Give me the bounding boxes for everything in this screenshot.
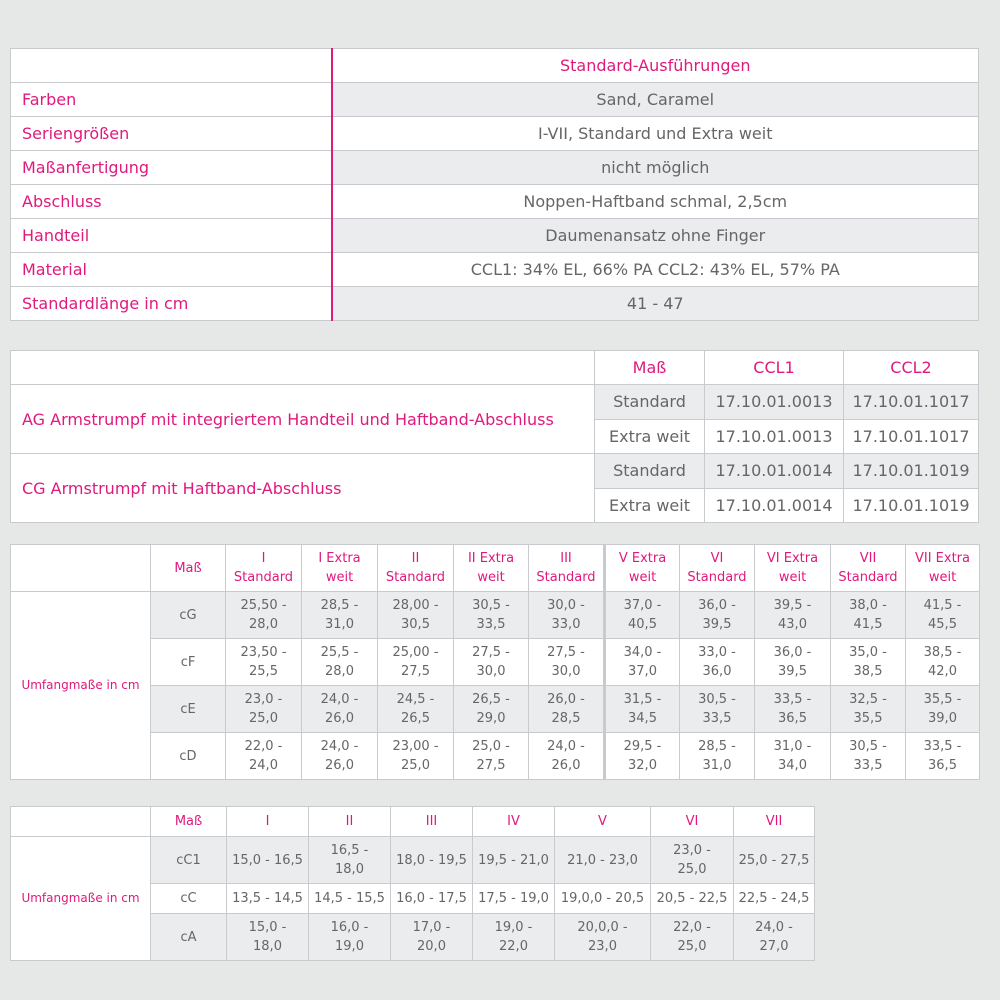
size1-cell (831, 592, 906, 639)
size1-header-col (454, 545, 529, 592)
cell-line: 15,0 - 16,5 (232, 852, 303, 868)
size1-cell (302, 592, 378, 639)
cell-line: 24,0 (249, 758, 278, 773)
cell-line: 41,5 (853, 617, 883, 632)
size2-header-col: I (227, 807, 309, 837)
cell-line: 25,50 - (240, 598, 287, 613)
size1-cell (378, 686, 454, 733)
article-product-ag: AG Armstrumpf mit integriertem Handteil und Haftband-Abschluss (11, 385, 595, 454)
cell-line: weit (628, 570, 657, 585)
size1-cell (680, 686, 755, 733)
article-mass: Standard (595, 385, 705, 420)
size1-cell (906, 733, 980, 780)
size1-cell (302, 733, 378, 780)
cell-line: Standard (536, 570, 596, 585)
cell-line: 25,0 - (472, 739, 510, 754)
size2-header-mass: Maß (151, 807, 227, 837)
size2-cell (651, 884, 734, 914)
spec-value-massanfertigung: nicht möglich (332, 151, 979, 185)
cell-line: weit (325, 570, 354, 585)
cell-line: 25,0 (677, 939, 707, 954)
cell-line: 27,5 (476, 758, 506, 773)
size2-cell (473, 914, 555, 961)
cell-line: 24,0 - (755, 920, 793, 935)
size1-header-col (378, 545, 454, 592)
cell-line: 33,5 - (923, 739, 962, 754)
size1-header-col (906, 545, 980, 592)
size1-cell (755, 592, 831, 639)
article-ccl1: 17.10.01.0014 (705, 488, 844, 523)
cell-line: 30,5 - (698, 692, 736, 707)
article-header-mass: Maß (595, 351, 705, 385)
cell-line: 30,0 (551, 664, 581, 679)
size1-cell (454, 733, 529, 780)
spec-label-standardlaenge: Standardlänge in cm (11, 287, 332, 321)
cell-line: 18,0 - 19,5 (396, 852, 467, 868)
size2-cell (555, 914, 651, 961)
size1-cell (226, 733, 302, 780)
cell-line: 26,5 (401, 711, 430, 726)
article-mass: Extra weit (595, 419, 705, 454)
size1-header-col (302, 545, 378, 592)
size2-mass: cC (151, 884, 227, 914)
size1-header-col (680, 545, 755, 592)
cell-line: II Extra (467, 551, 515, 566)
size1-cell (226, 686, 302, 733)
size1-cell (529, 639, 605, 686)
cell-line: 33,0 - (698, 645, 736, 660)
cell-line: 43,0 (778, 617, 807, 632)
cell-line: 26,0 (325, 758, 354, 773)
cell-line: 28,0 (249, 617, 278, 632)
spec-label-abschluss: Abschluss (11, 185, 332, 219)
cell-line: 13,5 - 14,5 (232, 891, 303, 906)
cell-line: 28,5 - (320, 598, 359, 613)
cell-line: 27,5 - (547, 645, 585, 660)
size1-cell (529, 733, 605, 780)
cell-line: 33,5 (476, 617, 506, 632)
size2-cell (734, 914, 815, 961)
size1-header-col (226, 545, 302, 592)
size2-header-col: IV (473, 807, 555, 837)
size1-mass: cE (151, 686, 226, 733)
cell-line: VI Extra (766, 551, 819, 566)
cell-line: 17,0 - (412, 920, 451, 935)
size1-cell (529, 686, 605, 733)
size1-cell (755, 686, 831, 733)
spec-label-seriengroessen: Seriengrößen (11, 117, 332, 151)
size1-header-empty (11, 545, 151, 592)
cell-line: 36,0 - (773, 645, 812, 660)
cell-line: 32,5 - (849, 692, 887, 707)
spec-value-standardlaenge: 41 - 47 (332, 287, 979, 321)
cell-line: 25,0 (677, 862, 707, 877)
cell-line: 35,5 (853, 711, 883, 726)
cell-line: 14,5 - 15,5 (314, 891, 385, 906)
article-header-ccl2: CCL2 (844, 351, 979, 385)
cell-line: 27,0 (759, 939, 789, 954)
size1-cell (302, 639, 378, 686)
cell-line: 20,0 (417, 939, 446, 954)
cell-line: 28,5 (551, 711, 581, 726)
size-table-1 (10, 544, 980, 780)
cell-line: Standard (233, 570, 294, 585)
size1-cell (680, 592, 755, 639)
cell-line: 26,0 (325, 711, 354, 726)
cell-line: I (261, 551, 266, 566)
size2-cell (227, 914, 309, 961)
cell-line: Standard (385, 570, 446, 585)
spec-value-handteil: Daumenansatz ohne Finger (332, 219, 979, 253)
size2-header-col: VII (734, 807, 815, 837)
cell-line: 39,5 (778, 664, 807, 679)
spec-label-material: Material (11, 253, 332, 287)
size1-mass: cG (151, 592, 226, 639)
cell-line: 36,5 (928, 758, 957, 773)
size2-cell (734, 884, 815, 914)
size2-cell (391, 914, 473, 961)
size2-cell (309, 914, 391, 961)
size1-cell (378, 592, 454, 639)
cell-line: 23,50 - (240, 645, 287, 660)
cell-line: 33,0 (551, 617, 581, 632)
size1-cell (529, 592, 605, 639)
size2-cell (391, 837, 473, 884)
size2-cell (227, 884, 309, 914)
cell-line: weit (778, 570, 807, 585)
size2-row-label: Umfangmaße in cm (11, 837, 151, 961)
cell-line: 36,0 - (698, 598, 736, 613)
cell-line: 18,0 (253, 939, 282, 954)
cell-line: 20,0,0 - (577, 920, 628, 935)
cell-line: 42,0 (928, 664, 957, 679)
size1-header-col (831, 545, 906, 592)
cell-line: 28,5 - (698, 739, 736, 754)
cell-line: 30,5 - (472, 598, 510, 613)
cell-line: 37,0 (628, 664, 657, 679)
size1-header-col (755, 545, 831, 592)
size2-mass: cC1 (151, 837, 227, 884)
size1-cell (906, 639, 980, 686)
cell-line: VII (859, 551, 877, 566)
cell-line: 28,0 (325, 664, 354, 679)
article-ccl2: 17.10.01.1017 (844, 385, 979, 420)
cell-line: 25,0 (249, 711, 278, 726)
cell-line: 39,5 (702, 617, 732, 632)
cell-line: 23,0 - (244, 692, 283, 707)
size1-cell (226, 639, 302, 686)
size2-header-col: II (309, 807, 391, 837)
spec-value-abschluss: Noppen-Haftband schmal, 2,5cm (332, 185, 979, 219)
cell-line: 23,0 - (673, 843, 711, 858)
size2-cell (734, 837, 815, 884)
size2-cell (473, 837, 555, 884)
cell-line: 19,0 - (494, 920, 533, 935)
cell-line: weit (928, 570, 957, 585)
cell-line: 22,5 - 24,5 (738, 891, 810, 906)
cell-line: 22,0 - (244, 739, 283, 754)
article-table (10, 350, 979, 523)
article-ccl1: 17.10.01.0013 (705, 419, 844, 454)
cell-line: 38,5 - (923, 645, 962, 660)
cell-line: 45,5 (928, 617, 957, 632)
article-mass: Standard (595, 454, 705, 489)
spec-value-seriengroessen: I-VII, Standard und Extra weit (332, 117, 979, 151)
cell-line: III (560, 551, 572, 566)
size1-row-label: Umfangmaße in cm (11, 592, 151, 780)
spec-header: Standard-Ausführungen (332, 49, 979, 83)
cell-line: 25,5 - (320, 645, 359, 660)
cell-line: 39,0 (928, 711, 957, 726)
spec-label-handteil: Handteil (11, 219, 332, 253)
cell-line: 21,0 - 23,0 (567, 852, 638, 868)
spec-label-massanfertigung: Maßanfertigung (11, 151, 332, 185)
cell-line: 25,0 (401, 758, 430, 773)
size1-cell (454, 686, 529, 733)
size2-header-empty (11, 807, 151, 837)
size1-header-col (605, 545, 680, 592)
cell-line: 33,5 (853, 758, 883, 773)
size1-cell (454, 639, 529, 686)
size1-cell (831, 686, 906, 733)
cell-line: VII Extra (914, 551, 970, 566)
size2-cell (651, 837, 734, 884)
size1-cell (680, 733, 755, 780)
cell-line: 31,5 - (623, 692, 662, 707)
cell-line: 24,0 - (547, 739, 585, 754)
cell-line: 23,00 - (392, 739, 439, 754)
cell-line: 27,5 - (472, 645, 510, 660)
cell-line: 19,0,0 - 20,5 (560, 891, 645, 906)
cell-line: 30,5 (401, 617, 430, 632)
cell-line: 41,5 - (923, 598, 962, 613)
size-table-2 (10, 806, 815, 961)
size1-header-mass: Maß (151, 545, 226, 592)
cell-line: 30,5 - (849, 739, 887, 754)
cell-line: 36,5 (778, 711, 807, 726)
cell-line: 30,0 (476, 664, 506, 679)
cell-line: Standard (838, 570, 898, 585)
cell-line: 32,0 (628, 758, 657, 773)
spec-value-material: CCL1: 34% EL, 66% PA CCL2: 43% EL, 57% PA (332, 253, 979, 287)
size1-cell (605, 639, 680, 686)
size2-cell (391, 884, 473, 914)
size2-cell (309, 884, 391, 914)
article-ccl2: 17.10.01.1019 (844, 454, 979, 489)
size1-header-col (529, 545, 605, 592)
cell-line: VI (710, 551, 724, 566)
cell-line: 24,0 - (320, 739, 359, 754)
size2-header-col: V (555, 807, 651, 837)
cell-line: 19,0 (335, 939, 364, 954)
size1-cell (755, 639, 831, 686)
cell-line: 39,5 - (773, 598, 812, 613)
size1-cell (906, 686, 980, 733)
spec-value-farben: Sand, Caramel (332, 83, 979, 117)
cell-line: 38,5 (853, 664, 883, 679)
cell-line: 19,5 - 21,0 (478, 852, 549, 868)
cell-line: 16,0 - 17,5 (396, 891, 467, 906)
size1-cell (454, 592, 529, 639)
size2-cell (473, 884, 555, 914)
article-ccl1: 17.10.01.0013 (705, 385, 844, 420)
article-ccl2: 17.10.01.1019 (844, 488, 979, 523)
cell-line: 18,0 (335, 862, 364, 877)
article-product-cg: CG Armstrumpf mit Haftband-Abschluss (11, 454, 595, 523)
size2-mass: cA (151, 914, 227, 961)
size1-cell (226, 592, 302, 639)
cell-line: 34,0 - (623, 645, 662, 660)
size1-cell (680, 639, 755, 686)
article-ccl1: 17.10.01.0014 (705, 454, 844, 489)
cell-line: 26,0 - (547, 692, 585, 707)
size1-cell (302, 686, 378, 733)
article-ccl2: 17.10.01.1017 (844, 419, 979, 454)
cell-line: V Extra (618, 551, 667, 566)
cell-line: Standard (687, 570, 747, 585)
cell-line: 16,0 - (330, 920, 369, 935)
size2-header-col: III (391, 807, 473, 837)
size1-cell (605, 733, 680, 780)
spec-label-farben: Farben (11, 83, 332, 117)
cell-line: 33,5 (702, 711, 732, 726)
cell-line: 25,0 - 27,5 (738, 852, 810, 868)
cell-line: 30,0 - (547, 598, 585, 613)
size1-cell (378, 639, 454, 686)
cell-line: 23,0 (588, 939, 617, 954)
cell-line: 34,0 (778, 758, 807, 773)
spec-table (10, 48, 979, 321)
cell-line: 15,0 - (248, 920, 287, 935)
size1-mass: cF (151, 639, 226, 686)
cell-line: 24,5 - (396, 692, 435, 707)
cell-line: 31,0 - (773, 739, 812, 754)
size1-cell (605, 686, 680, 733)
cell-line: 25,00 - (392, 645, 439, 660)
size2-cell (227, 837, 309, 884)
article-header-ccl1: CCL1 (705, 351, 844, 385)
cell-line: weit (477, 570, 505, 585)
size1-cell (755, 733, 831, 780)
size1-mass: cD (151, 733, 226, 780)
cell-line: 37,0 - (623, 598, 662, 613)
cell-line: 22,0 (499, 939, 528, 954)
cell-line: 31,0 (325, 617, 354, 632)
size2-cell (555, 884, 651, 914)
cell-line: 25,5 (249, 664, 278, 679)
cell-line: 35,0 - (849, 645, 887, 660)
size1-cell (605, 592, 680, 639)
cell-line: 35,5 - (923, 692, 962, 707)
cell-line: 17,5 - 19,0 (478, 891, 549, 906)
size1-cell (378, 733, 454, 780)
cell-line: 38,0 - (849, 598, 887, 613)
spec-header-empty (11, 49, 332, 83)
size2-header-col: VI (651, 807, 734, 837)
size2-cell (651, 914, 734, 961)
cell-line: 27,5 (401, 664, 430, 679)
cell-line: 36,0 (702, 664, 732, 679)
size2-cell (309, 837, 391, 884)
size1-cell (831, 733, 906, 780)
article-header-empty (11, 351, 595, 385)
size1-cell (831, 639, 906, 686)
article-mass: Extra weit (595, 488, 705, 523)
cell-line: 22,0 - (673, 920, 711, 935)
cell-line: 20,5 - 22,5 (656, 891, 728, 906)
size2-cell (555, 837, 651, 884)
cell-line: 34,5 (628, 711, 657, 726)
cell-line: 16,5 - (330, 843, 369, 858)
cell-line: 29,0 (476, 711, 506, 726)
cell-line: 40,5 (628, 617, 657, 632)
cell-line: 26,0 (551, 758, 581, 773)
cell-line: 31,0 (702, 758, 732, 773)
cell-line: 26,5 - (472, 692, 510, 707)
cell-line: 33,5 - (773, 692, 812, 707)
cell-line: II (411, 551, 420, 566)
cell-line: 29,5 - (623, 739, 662, 754)
size1-cell (906, 592, 980, 639)
cell-line: 28,00 - (392, 598, 439, 613)
cell-line: 24,0 - (320, 692, 359, 707)
cell-line: I Extra (318, 551, 361, 566)
